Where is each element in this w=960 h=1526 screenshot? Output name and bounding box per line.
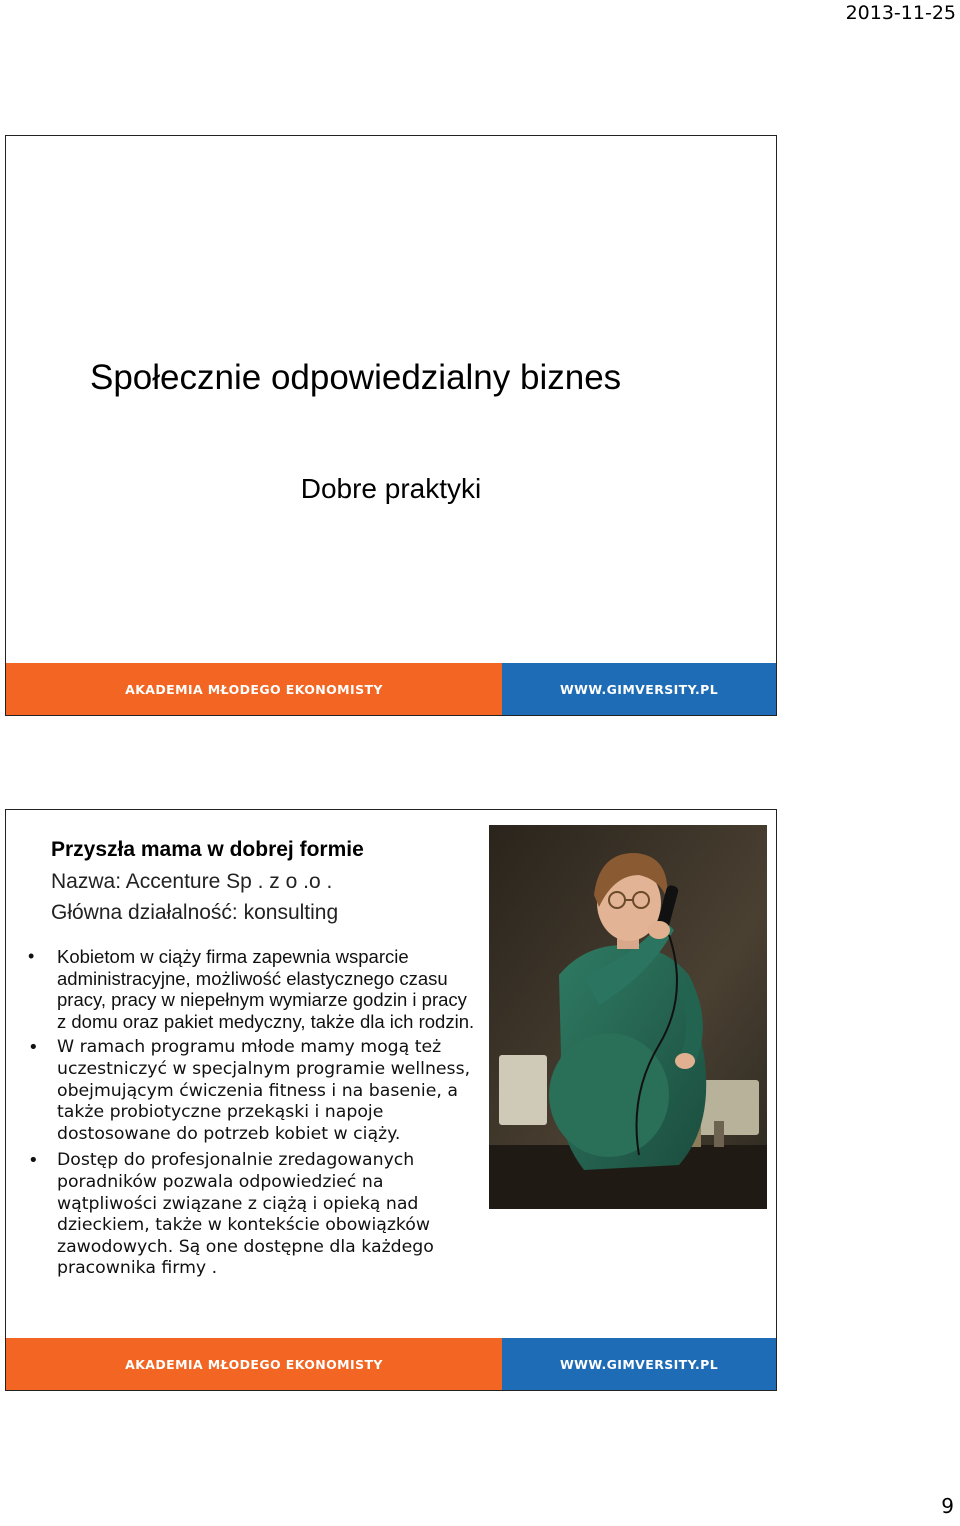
banner-right bbox=[502, 1338, 776, 1390]
list-item: • Dostęp do profesjonalnie zredagowanych poradników pozwala odpowiedzieć na wątpliwości związane z ciążą i opieką nad dzieckiem, także w kontekście obowiązków zawodowych. Są one dostępne dla każdego pracownika firmy . bbox=[22, 1150, 477, 1280]
page-number: 9 bbox=[941, 1494, 954, 1518]
list-item: • Kobietom w ciąży firma zapewnia wsparcie administracyjne, możliwość elastycznego czasu pracy, pracy w niepełnym wymiarze godzin i pracy z domu oraz pakiet medyczny, także dla ich rodzin. bbox=[22, 946, 477, 1032]
pregnant-woman-phone-photo bbox=[489, 825, 767, 1209]
company-activity: Główna działalność: konsulting bbox=[51, 901, 339, 924]
banner-right bbox=[502, 663, 776, 715]
page-date: 2013-11-25 bbox=[845, 2, 956, 24]
slide-subtitle: Dobre praktyki bbox=[300, 473, 482, 504]
slide-title-slide bbox=[5, 135, 777, 716]
banner-left-text: AKADEMIA MŁODEGO EKONOMISTY bbox=[125, 681, 383, 697]
banner-right-text: WWW.GIMVERSITY.PL bbox=[559, 1356, 719, 1372]
banner-right-text: WWW.GIMVERSITY.PL bbox=[559, 681, 719, 697]
photo-illustration bbox=[489, 825, 767, 1209]
company-name: Nazwa: Accenture Sp . z o .o . bbox=[51, 870, 333, 893]
banner-left-text: AKADEMIA MŁODEGO EKONOMISTY bbox=[125, 1356, 383, 1372]
slide-case-study bbox=[5, 809, 777, 1391]
banner-left bbox=[6, 1338, 502, 1390]
case-heading: Przyszła mama w dobrej formie bbox=[51, 838, 364, 861]
banner-left bbox=[6, 663, 502, 715]
footer-banner bbox=[6, 663, 776, 715]
bullet-list bbox=[22, 946, 477, 1285]
list-item: • W ramach programu młode mamy mogą też uczestniczyć w specjalnym programie wellness, obejmującym ćwiczenia fitness i na basenie, a także probiotyczne przekąski i napoje dostosowane do potrzeb kobiet w ciąży. bbox=[22, 1037, 477, 1145]
slide-title: Społecznie odpowiedzialny biznes bbox=[90, 358, 622, 397]
footer-banner bbox=[6, 1338, 776, 1390]
